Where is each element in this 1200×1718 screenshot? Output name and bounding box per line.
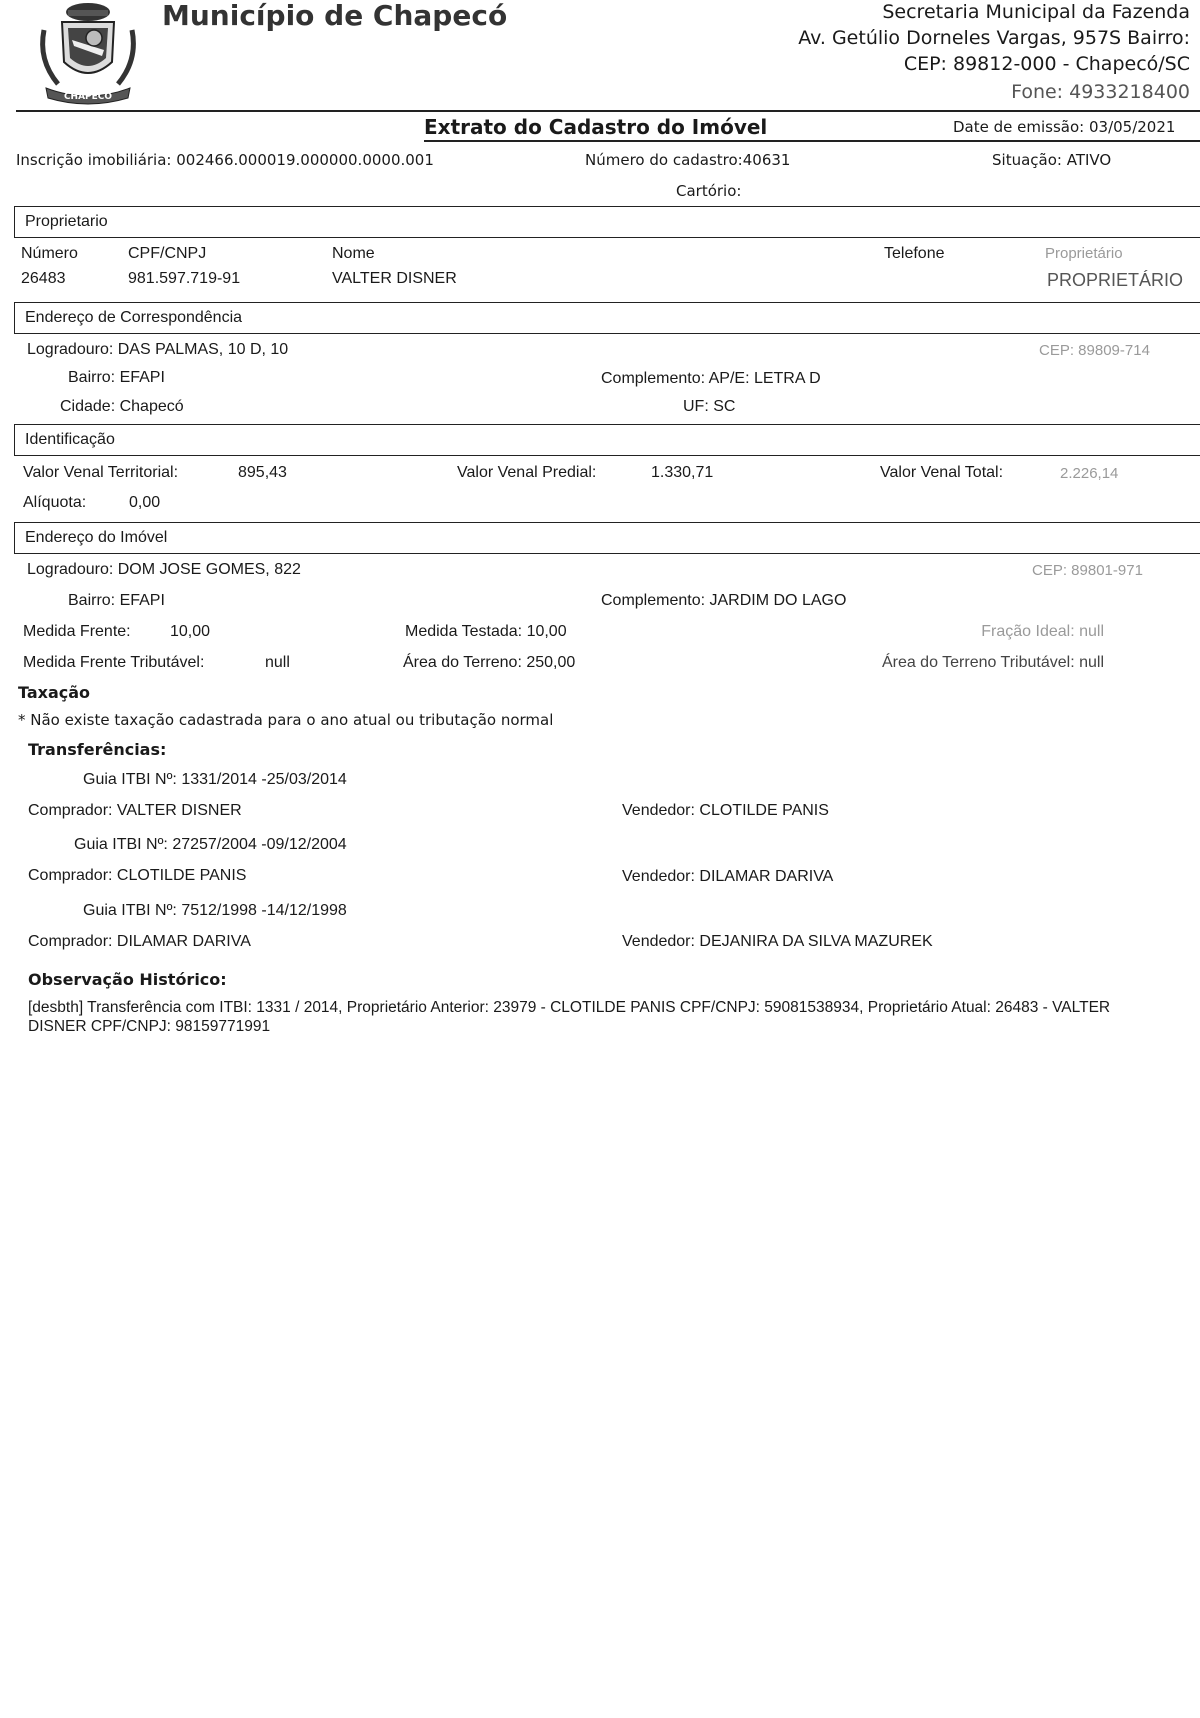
imovel-complemento: Complemento: JARDIM DO LAGO (601, 592, 847, 609)
cartorio-label: Cartório: (676, 182, 742, 200)
aliquota-label: Alíquota: (23, 494, 87, 511)
transferencias-title: Transferências: (28, 740, 167, 759)
medida-frente: 10,00 (170, 623, 211, 640)
corresp-complemento: Complemento: AP/E: LETRA D (601, 370, 821, 387)
correspondencia-section-label: Endereço de Correspondência (25, 309, 243, 326)
valor-territorial: 895,43 (238, 464, 287, 481)
identificacao-section-label: Identificação (25, 431, 115, 448)
document-title: Extrato do Cadastro do Imóvel (424, 115, 768, 139)
valor-total: 2.226,14 (1060, 465, 1119, 482)
valor-predial-label: Valor Venal Predial: (457, 464, 597, 481)
corresp-bairro: Bairro: EFAPI (68, 369, 165, 386)
observacao-line-1: [desbth] Transferência com ITBI: 1331 / 2014, Proprietário Anterior: 23979 - CLOTILDE PANIS CPF/CNPJ: 59081538934, Proprietário Atual: 26483 - VALTER (28, 999, 1111, 1016)
owner-header-numero: Número (21, 245, 78, 262)
transfer-vendedor: Vendedor: DEJANIRA DA SILVA MAZUREK (622, 933, 933, 950)
header-phone: Fone: 4933218400 (1011, 81, 1190, 103)
transfer-guia: Guia ITBI Nº: 27257/2004 -09/12/2004 (74, 836, 347, 853)
transfer-comprador: Comprador: CLOTILDE PANIS (28, 867, 247, 884)
municipality-title: Município de Chapecó (162, 0, 508, 32)
owner-numero: 26483 (21, 270, 66, 287)
area-terreno-trib: Área do Terreno Tributável: null (881, 654, 1104, 671)
imovel-logradouro: Logradouro: DOM JOSE GOMES, 822 (27, 561, 301, 578)
emission-date-row (953, 119, 1175, 136)
corresp-logradouro: Logradouro: DAS PALMAS, 10 D, 10 (27, 341, 289, 358)
valor-total-label: Valor Venal Total: (880, 464, 1004, 481)
transfer-comprador: Comprador: DILAMAR DARIVA (28, 933, 251, 950)
imovel-section-header (14, 522, 1200, 554)
owner-header-proprietario: Proprietário (1045, 245, 1123, 262)
title-divider (424, 140, 1200, 142)
situacao-row (992, 152, 1111, 169)
owner-header-nome: Nome (332, 245, 375, 262)
transfer-guia: Guia ITBI Nº: 1331/2014 -25/03/2014 (83, 771, 347, 788)
emission-label: Date de emissão: (953, 118, 1085, 136)
owner-header-cpf: CPF/CNPJ (128, 245, 207, 262)
header-divider (16, 110, 1200, 112)
fracao-ideal: Fração Ideal: null (981, 623, 1104, 640)
correspondencia-section-header (14, 302, 1200, 334)
valor-predial: 1.330,71 (651, 464, 714, 481)
municipal-coat-of-arms-logo (32, 0, 144, 108)
header-address: Av. Getúlio Dorneles Vargas, 957S Bairro: (798, 27, 1190, 49)
proprietario-section-label: Proprietario (25, 213, 108, 230)
aliquota-value: 0,00 (129, 494, 161, 511)
secretaria-text: Secretaria Municipal da Fazenda (882, 1, 1190, 23)
owner-nome: VALTER DISNER (332, 270, 457, 287)
numero-cadastro: Número do cadastro:40631 (585, 151, 791, 169)
medida-frente-trib-label: Medida Frente Tributável: (23, 654, 205, 671)
valor-territorial-label: Valor Venal Territorial: (23, 464, 179, 481)
header-cep-city: CEP: 89812-000 - Chapecó/SC (903, 53, 1190, 75)
observacao-line-2: DISNER CPF/CNPJ: 98159771991 (28, 1018, 271, 1035)
owner-header-telefone: Telefone (884, 245, 945, 262)
medida-frente-label: Medida Frente: (23, 623, 131, 640)
proprietario-section-header (14, 206, 1200, 238)
transfer-guia: Guia ITBI Nº: 7512/1998 -14/12/1998 (83, 902, 347, 919)
transfer-vendedor: Vendedor: DILAMAR DARIVA (622, 868, 834, 885)
imovel-bairro: Bairro: EFAPI (68, 592, 165, 609)
taxacao-note: * Não existe taxação cadastrada para o ano atual ou tributação normal (18, 711, 554, 729)
observacao-title: Observação Histórico: (28, 970, 227, 989)
inscricao-imobiliaria: Inscrição imobiliária: 002466.000019.000000.0000.001 (16, 151, 434, 169)
emission-date: 03/05/2021 (1088, 118, 1176, 136)
medida-testada: Medida Testada: 10,00 (405, 623, 567, 640)
transfer-comprador: Comprador: VALTER DISNER (28, 802, 242, 819)
imovel-section-label: Endereço do Imóvel (25, 529, 168, 546)
imovel-cep: CEP: 89801-971 (1032, 562, 1143, 579)
medida-frente-trib: null (265, 654, 290, 671)
situacao-value: ATIVO (1066, 151, 1112, 169)
situacao-label: Situação: (992, 151, 1062, 169)
owner-cpf: 981.597.719-91 (128, 270, 241, 287)
transfer-vendedor: Vendedor: CLOTILDE PANIS (622, 802, 829, 819)
corresp-cidade: Cidade: Chapecó (60, 398, 184, 415)
owner-tipo: PROPRIETÁRIO (1047, 270, 1184, 290)
taxacao-title: Taxação (18, 683, 91, 702)
corresp-cep: CEP: 89809-714 (1039, 342, 1150, 359)
logo-text: CHAPECÓ (63, 92, 113, 102)
area-terreno: Área do Terreno: 250,00 (403, 654, 576, 671)
corresp-uf: UF: SC (683, 398, 736, 415)
identificacao-section-header (14, 424, 1200, 456)
